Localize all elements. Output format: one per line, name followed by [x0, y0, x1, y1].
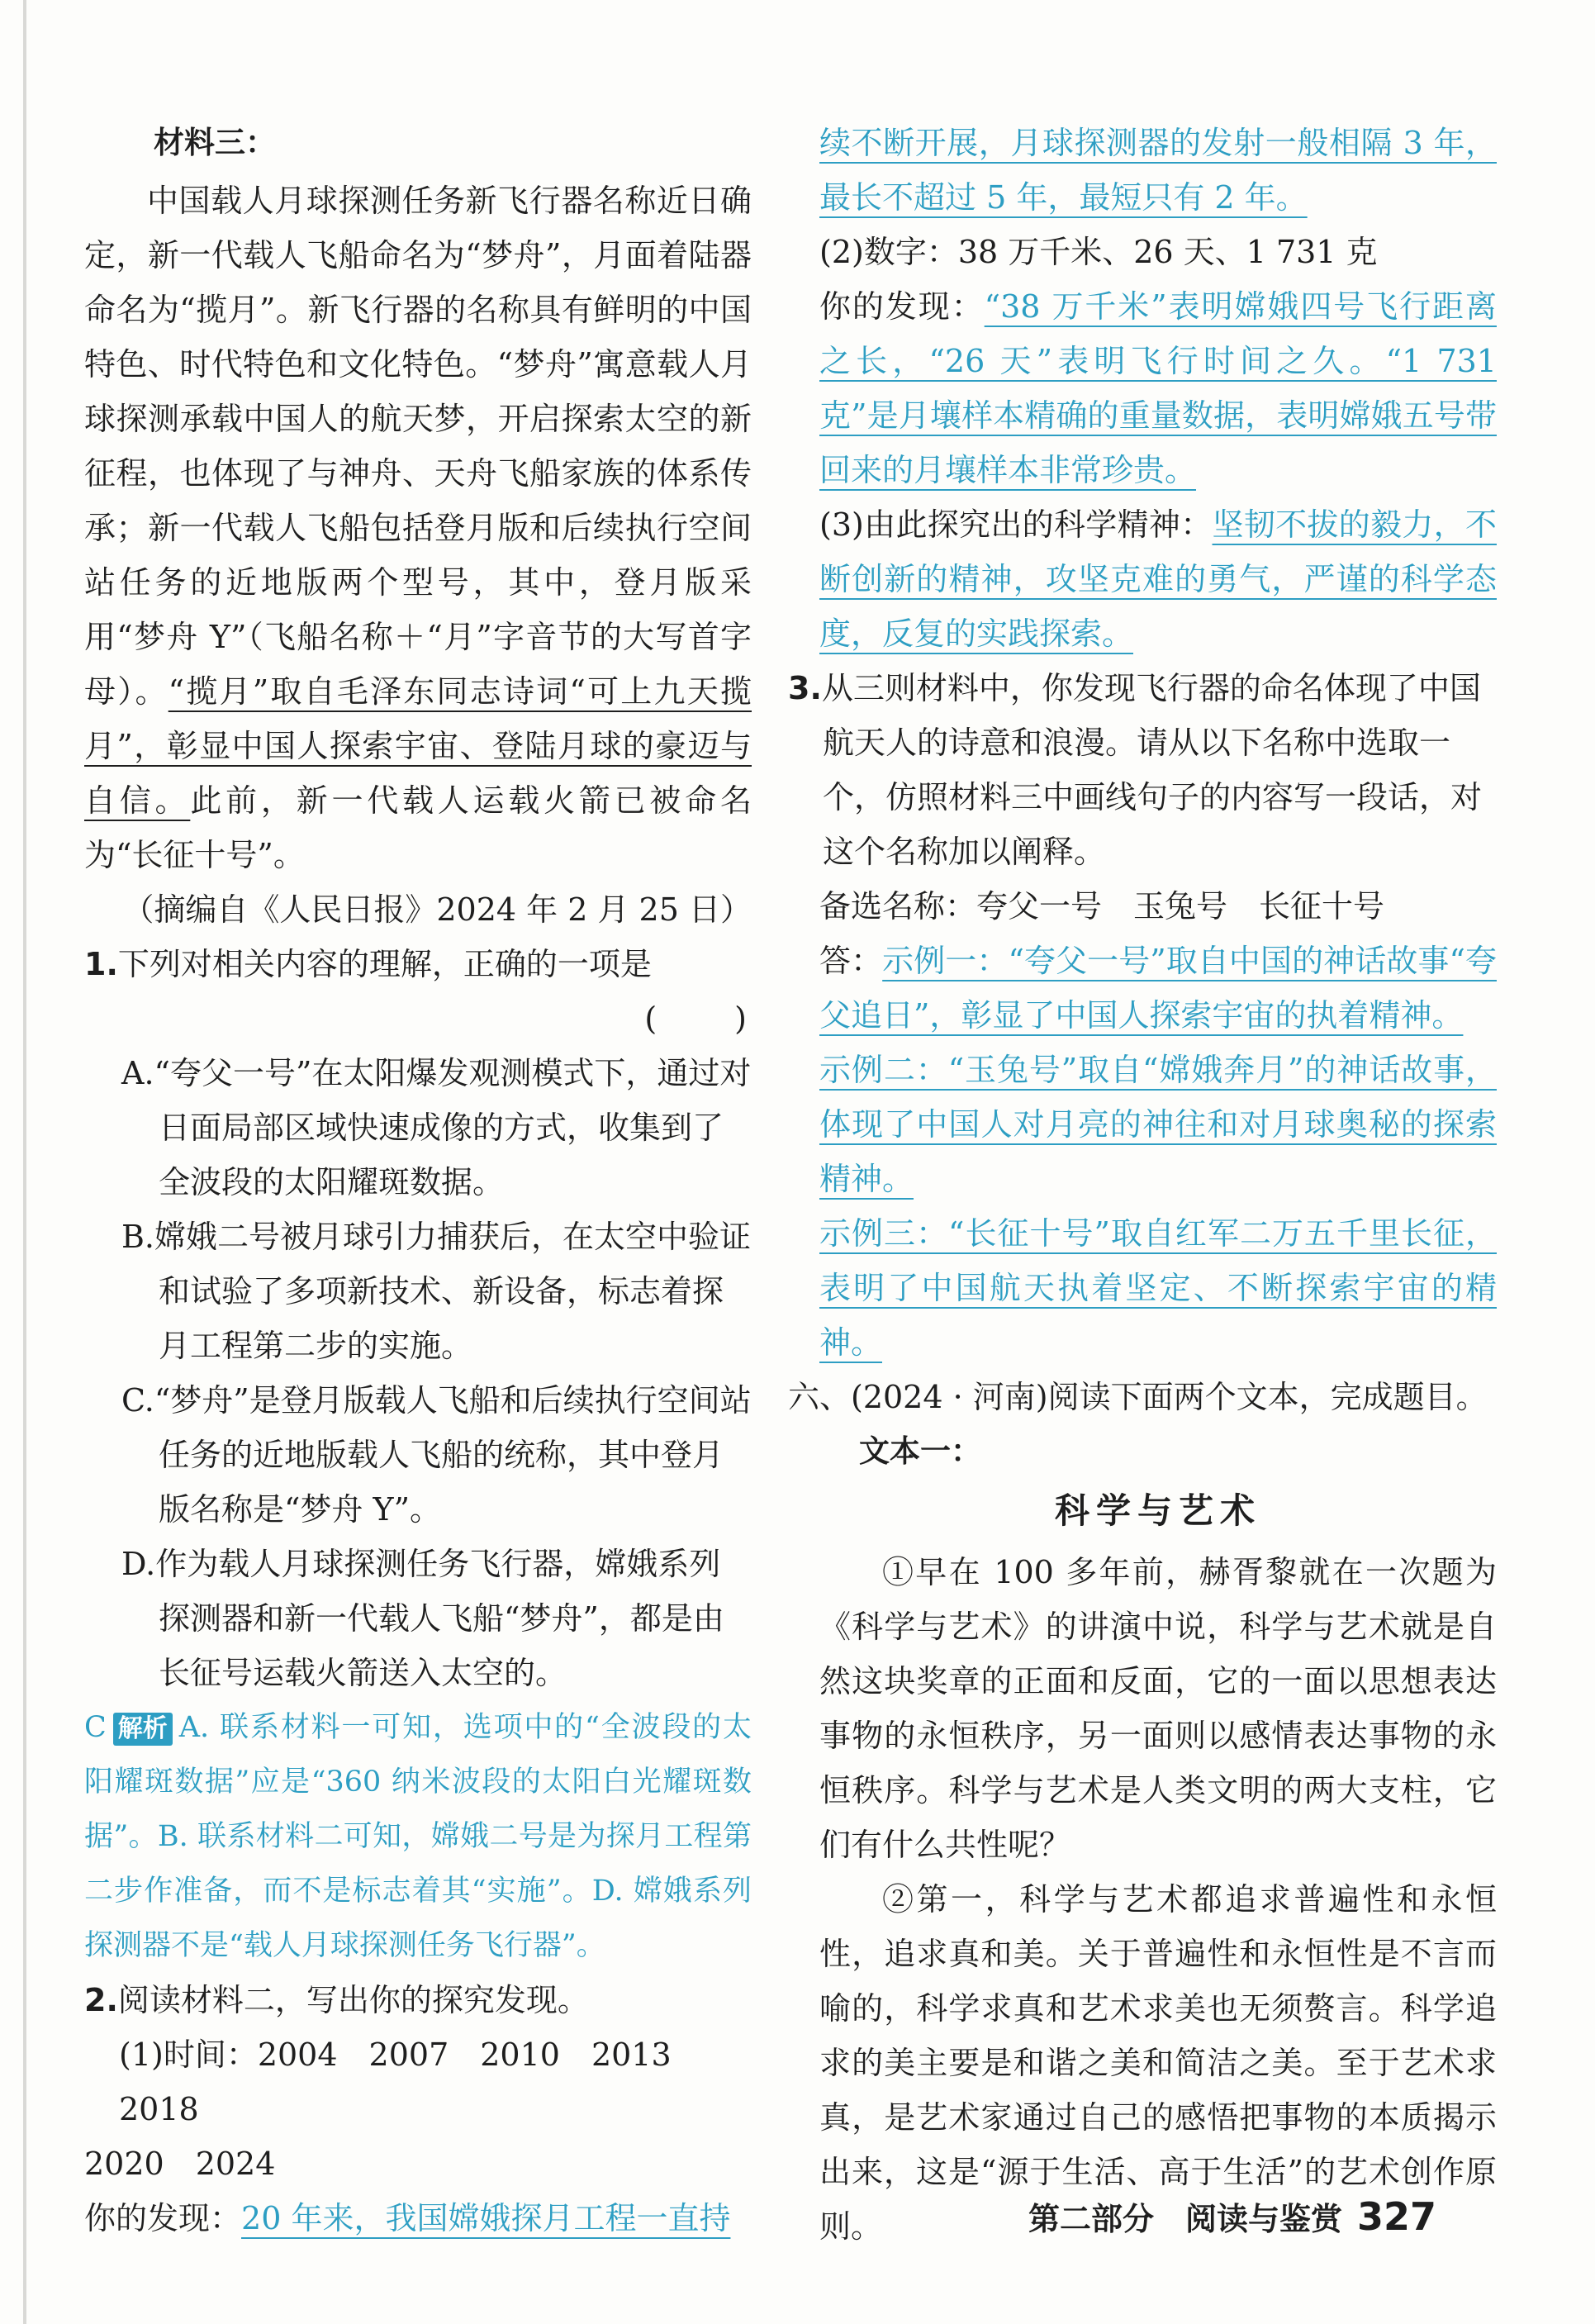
question-3-number: 3. [788, 670, 822, 706]
material-3-paragraph [84, 173, 752, 882]
article-paragraph-2: ②第一，科学与艺术都追求普遍性和永恒性，追求真和美。关于普遍性和永恒性是不言而喻的，科学求真和艺术求美也无须赘言。科学追求的美主要是和谐之美和简洁之美。至于艺术求真，是艺术家通过自己的感悟把事物的本质揭示出来，这是“源于生活、高于生活”的艺术创作原则。 [819, 1881, 1497, 2245]
question-1 [84, 937, 752, 991]
option-d [84, 1537, 752, 1700]
question-3-example-2: 示例二：“玉兔号”取自“嫦娥奔月”的神话故事，体现了中国人对月亮的神往和对月球奥秘的探索精神。 [819, 1052, 1497, 1197]
material-3-heading: 材料三： [154, 125, 276, 160]
page-edge-shadow [23, 0, 26, 2324]
option-d-label: D. [121, 1546, 156, 1582]
question-2-sub1-years-a: 2004 2007 2010 2013 2018 [119, 2036, 703, 2127]
material-3-underlined-sentence: “揽月”取自毛泽东同志诗词“可上九天揽月”，彰显中国人探索宇宙、登陆月球的豪迈与自信。 [84, 673, 752, 819]
text-1-label: 文本一： [859, 1433, 981, 1469]
option-c [84, 1373, 752, 1537]
question-2-sub2-answer: “38 万千米”表明嫦娥四号飞行距离之长，“26 天”表明飞行时间之久。“1 731 克”是月壤样本精确的重量数据，表明嫦娥五号带回来的月壤样本非常珍贵。 [819, 288, 1497, 488]
right-column [788, 116, 1497, 2254]
question-1-text: 下列对相关内容的理解，正确的一项是 [117, 946, 652, 982]
option-c-text: “梦舟”是登月版载人飞船和后续执行空间站任务的近地版载人飞船的统称，其中登月版名称是“梦舟 Y”。 [154, 1382, 752, 1528]
question-3-example-1: 示例一：“夸父一号”取自中国的神话故事“夸父追日”，彰显了中国人探索宇宙的执着精神。 [819, 943, 1497, 1034]
left-column [84, 116, 752, 2246]
question-2-sub3 [819, 497, 1497, 661]
question-2-sub1 [84, 2027, 752, 2136]
page-number: 327 [1357, 2194, 1437, 2239]
question-3-example-3-row [819, 1206, 1497, 1370]
question-1-answer-blank: ( ) [644, 1000, 752, 1037]
article-paragraph-1: ①早在 100 多年前，赫胥黎就在一次题为《科学与艺术》的讲演中说，科学与艺术就是自然这块奖章的正面和反面，它的一面以思想表达事物的永恒秩序，另一面则以感情表达事物的永恒秩序。科学与艺术是人类文明的两大支柱，它们有什么共性呢？ [819, 1554, 1497, 1863]
question-2-sub1-answer-continued [819, 116, 1497, 225]
question-1-explanation [84, 1700, 752, 1973]
question-1-explanation-text: A. 联系材料一可知，选项中的“全波段的太阳耀斑数据”应是“360 纳米波段的太阳白光耀斑数据”。B. 联系材料二可知，嫦娥二号是为探月工程第二步作准备，而不是标志着其“实施”。D. 嫦娥系列探测器不是“载人月球探测任务飞行器”。 [84, 1711, 752, 1962]
question-2-sub1-label: (1)时间： [119, 2036, 258, 2073]
option-d-text: 作为载人月球探测任务飞行器，嫦娥系列探测器和新一代载人飞船“梦舟”，都是由长征号运载火箭送入太空的。 [155, 1546, 724, 1691]
material-3-text: 中国载人月球探测任务新飞行器名称近日确定，新一代载人飞船命名为“梦舟”，月面着陆器命名为“揽月”。新飞行器的名称具有鲜明的中国特色、时代特色和文化特色。“梦舟”寓意载人月球探测承载中国人的航天梦，开启探索太空的新征程，也体现了与神舟、天舟飞船家族的体系传承；新一代载人飞船包括登月版和后续执行空间站任务的近地版两个型号，其中，登月版采用“梦舟 Y”（飞船名称＋“月”字音节的大写首字母）。 [84, 183, 752, 710]
question-2-sub1-answer-start: 20 年来，我国嫦娥探月工程一直持 [241, 2200, 731, 2236]
question-2-number: 2. [84, 1982, 118, 2018]
question-3 [788, 661, 1497, 879]
question-3-answer-label: 答： [819, 943, 883, 979]
question-2 [84, 1973, 752, 2027]
option-b [84, 1210, 752, 1373]
article-title: 科学与艺术 [1054, 1490, 1261, 1531]
option-a-label: A. [121, 1055, 154, 1091]
option-b-text: 嫦娥二号被月球引力捕获后，在太空中验证和试验了多项新技术、新设备，标志着探月工程第二步的实施。 [154, 1219, 752, 1364]
question-3-answer [819, 934, 1497, 1043]
option-a-text: “夸父一号”在太阳爆发观测模式下，通过对日面局部区域快速成像的方式，收集到了全波段的太阳耀斑数据。 [154, 1055, 752, 1200]
question-1-number: 1. [84, 946, 118, 982]
material-3-source: （摘编自《人民日报》2024 年 2 月 25 日） [122, 891, 752, 928]
discovery-label: 你的发现： [819, 288, 985, 325]
question-2-sub1-years-b: 2020 2024 [84, 2146, 276, 2182]
section-6-heading: 六、(2024 · 河南)阅读下面两个文本，完成题目。 [788, 1379, 1488, 1415]
material-3-tail: 此前，新一代载人运载火箭已被命名为“长征十号”。 [84, 782, 752, 873]
question-2-sub2: (2)数字：38 万千米、26 天、1 731 克 [819, 234, 1378, 270]
question-3-example-2-row [819, 1043, 1497, 1206]
option-b-label: B. [121, 1219, 155, 1255]
option-c-label: C. [121, 1382, 154, 1419]
question-3-text: 从三则材料中，你发现飞行器的命名体现了中国航天人的诗意和浪漫。请从以下名称中选取一个，仿照材料三中画线句子的内容写一段话，对这个名称加以阐释。 [821, 670, 1483, 870]
question-2-sub1-answer-end: 续不断开展，月球探测器的发射一般相隔 3 年，最长不超过 5 年，最短只有 2 年。 [819, 125, 1497, 216]
footer-section-title: 第二部分 阅读与鉴赏 [1028, 2201, 1343, 2237]
explanation-badge: 解析 [113, 1713, 173, 1746]
question-1-answer: C [84, 1711, 107, 1744]
page-footer [1028, 2193, 1436, 2239]
question-2-sub1-discovery [84, 2191, 752, 2246]
discovery-label: 你的发现： [84, 2200, 242, 2236]
question-2-sub3-answer: 坚韧不拔的毅力，不断创新的精神，攻坚克难的勇气，严谨的科学态度，反复的实践探索。 [819, 506, 1497, 652]
question-3-example-3: 示例三：“长征十号”取自红军二万五千里长征，表明了中国航天执着坚定、不断探索宇宙的精神。 [819, 1215, 1497, 1361]
option-a [84, 1046, 752, 1210]
question-3-candidates: 备选名称：夸父一号 玉兔号 长征十号 [819, 888, 1385, 924]
question-2-sub1-years-row [84, 2136, 752, 2191]
question-2-sub3-label: (3)由此探究出的科学精神： [819, 506, 1213, 543]
question-2-sub2-discovery [819, 279, 1497, 497]
question-2-text: 阅读材料二，写出你的探究发现。 [117, 1982, 589, 2018]
